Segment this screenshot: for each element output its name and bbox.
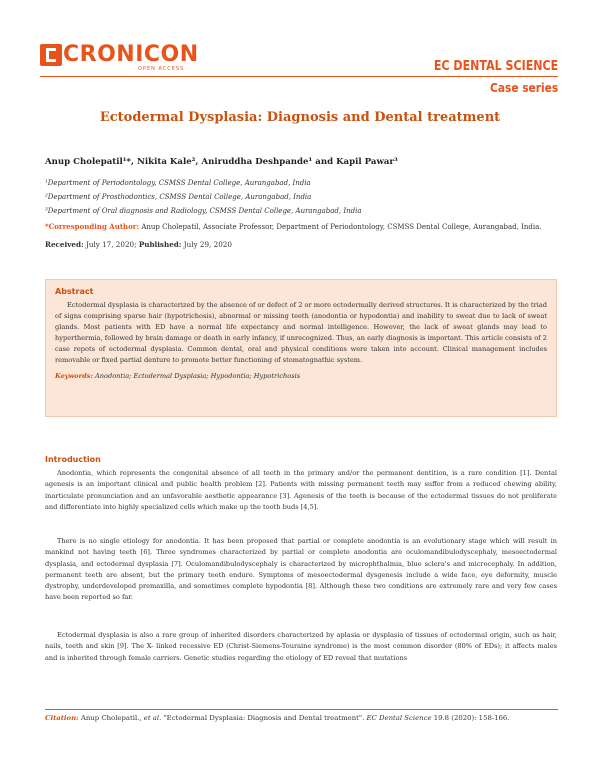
- citation-authors: Anup Cholepatil.,: [78, 714, 144, 722]
- publisher-logo: [40, 42, 199, 72]
- intro-paragraph-2: There is no single etiology for anodontia. It has been proposed that partial or complete anodontia is an evolutionary stage which will result in mankind not having teeth [6]. Three syndromes characterized by partial or complete anodontia are oculomandibulodyscephaly, mesoectodermal dysplasia, and ectodermal dysplasia [7]. Oculomandibulodyscephaly is characterized by microphthalmia, blue sclera's and microcephaly. In addition, permanent teeth are absent, but the primary teeth endure. Symptoms of mesoectodermal dysgenesis include a wide face, eye deformity, muscle dystrophy, underdeveloped premaxilla, and sometimes complete hypodontia [8]. Although these two conditions are extremely rare and very few cases have been reported so far.: [45, 537, 557, 602]
- keywords: [55, 372, 547, 380]
- intro-paragraph-1: Anodontia, which represents the congenital absence of all teeth in the primary and/or the permanent dentition, is a rare condition [1]. Dental agenesis is an important clinical and public health problem [2]. Patients with missing permanent teeth may suffer from a reduced chewing ability, inarticulate pronunciation and an unfavorable aesthetic appearance [3]. Agenesis of the teeth is because of the ectodermal tissues do not proliferate and differentiate into highly specialized cells which make up the tooth buds [4,5].: [45, 469, 557, 511]
- citation-ref: 19.8 (2020): 158-166.: [431, 714, 510, 722]
- article-type: Case series: [489, 80, 558, 95]
- abstract-text: Ectodermal dysplasia is characterized by the absence of or defect of 2 or more ectodermally derived structures. It is characterized by the triad of signs comprising sparse hair (hypotrichosis), abnormal or missing teeth (anodontia or hypodontia) and inability to sweat due to lack of sweat glands. Most patients with ED have a normal life expectancy and normal intelligence. However, the lack of sweat glands may lead to hyperthermia, followed by brain damage or death in early infancy, if unrecognized. Thus, an early diagnosis is important. This article consists of 2 case repots of ectodermal dysplasia. Common dental, oral and physical conditions were taken into account. Clinical management includes removable or fixed partial denture to promote better functioning of stomatognathic system.: [55, 301, 547, 365]
- author-list: Anup Cholepatil¹*, Nikita Kale², Aniruddha Deshpande¹ and Kapil Pawar³: [45, 157, 398, 167]
- footer-divider: [45, 709, 558, 710]
- affiliation-3: ³Department of Oral diagnosis and Radiology, CSMSS Dental College, Aurangabad, India: [45, 207, 362, 215]
- paper-title: Ectodermal Dysplasia: Diagnosis and Dental treatment: [99, 110, 501, 125]
- affiliation-1: ¹Department of Periodontology, CSMSS Dental College, Aurangabad, India: [45, 179, 311, 187]
- corresponding-author: [45, 222, 541, 231]
- citation-title: "Ectodermal Dysplasia: Diagnosis and Dental treatment".: [161, 714, 367, 722]
- logo-subtitle: OPEN ACCESS: [138, 66, 185, 72]
- received-date: July 17, 2020;: [83, 240, 139, 249]
- published-label: Published:: [138, 240, 182, 249]
- article-dates: [45, 240, 232, 249]
- corresponding-label: *Corresponding Author:: [45, 222, 140, 231]
- logo-text: CRONICON: [63, 42, 199, 67]
- introduction-heading: Introduction: [45, 455, 101, 464]
- journal-name: EC DENTAL SCIENCE: [433, 59, 558, 74]
- abstract-heading: Abstract: [55, 287, 94, 296]
- keywords-label: Keywords:: [55, 371, 93, 380]
- citation-label: Citation:: [45, 714, 79, 722]
- citation: [45, 714, 510, 722]
- abstract-box: [45, 279, 557, 417]
- logo-mark-icon: [40, 44, 62, 66]
- intro-paragraph-3: Ectodermal dysplasia is also a rare group of inherited disorders characterized by aplasia or dysplasia of tissues of ectodermal origin, such as hair, nails, teeth and skin [9]. The X- linked recessive ED (Christ-Siemens-Touraine syndrome) is the most common disorder (80% of EDs); it affects males and is inherited through female carriers. Genetic studies regarding the etiology of ED reveal that mutations: [45, 631, 557, 662]
- header-divider: [40, 76, 558, 77]
- citation-journal: EC Dental Science: [366, 714, 432, 722]
- published-date: July 29, 2020: [181, 240, 232, 249]
- received-label: Received:: [45, 240, 84, 249]
- affiliation-2: ²Department of Prosthodontics, CSMSS Dental College, Aurangabad, India: [45, 193, 312, 201]
- citation-etal: et al.: [143, 714, 162, 722]
- corresponding-text: Anup Cholepatil, Associate Professor, Department of Periodontology, CSMSS Dental College, Aurangabad, India.: [139, 223, 542, 231]
- keywords-text: Anodontia; Ectodermal Dysplasia; Hypodontia; Hypotrichosis: [92, 371, 301, 380]
